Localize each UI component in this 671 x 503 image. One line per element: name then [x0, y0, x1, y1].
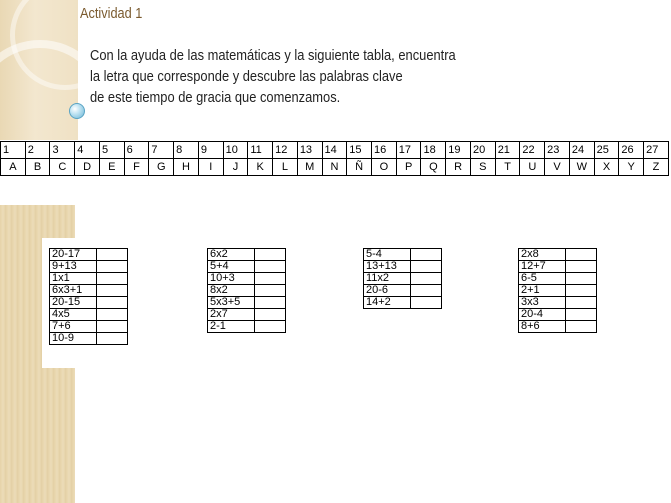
number-cell: 9: [198, 142, 223, 159]
answer-cell[interactable]: [97, 297, 128, 309]
letter-cell: Q: [421, 159, 446, 176]
letter-cell: S: [470, 159, 495, 176]
instruction-line: la letra que corresponde y descubre las palabras clave: [90, 68, 403, 85]
number-cell: 6: [124, 142, 149, 159]
instruction-line: de este tiempo de gracia que comenzamos.: [90, 89, 341, 106]
letter-cell: M: [297, 159, 322, 176]
exercise-row: [50, 261, 128, 273]
exercise-row: [50, 309, 128, 321]
expression-cell: 6-5: [519, 273, 566, 285]
letter-cell: A: [1, 159, 26, 176]
expression-cell: 5x3+5: [208, 297, 255, 309]
exercise-row: [50, 297, 128, 309]
expression-cell: 6x3+1: [50, 285, 97, 297]
exercise-row: [208, 249, 286, 261]
expression-cell: 10-9: [50, 333, 97, 345]
answer-cell[interactable]: [566, 309, 597, 321]
expression-cell: 2-1: [208, 321, 255, 333]
answer-cell[interactable]: [255, 273, 286, 285]
answer-cell[interactable]: [97, 261, 128, 273]
answer-cell[interactable]: [566, 321, 597, 333]
exercise-row: [519, 261, 597, 273]
number-cell: 20: [470, 142, 495, 159]
number-cell: 13: [297, 142, 322, 159]
number-cell: 12: [273, 142, 298, 159]
answer-cell[interactable]: [97, 333, 128, 345]
exercise-row: [208, 261, 286, 273]
alphabet-number-table: [0, 141, 669, 176]
exercise-row: [50, 285, 128, 297]
expression-cell: 8+6: [519, 321, 566, 333]
letter-cell: X: [594, 159, 619, 176]
number-cell: 18: [421, 142, 446, 159]
answer-cell[interactable]: [411, 273, 442, 285]
answer-cell[interactable]: [566, 285, 597, 297]
expression-cell: 3x3: [519, 297, 566, 309]
number-cell: 4: [75, 142, 100, 159]
exercise-row: [208, 297, 286, 309]
number-cell: 24: [569, 142, 594, 159]
letter-cell: E: [99, 159, 124, 176]
number-cell: 25: [594, 142, 619, 159]
exercise-row: [208, 321, 286, 333]
expression-cell: 13+13: [364, 261, 411, 273]
exercise-row: [519, 273, 597, 285]
letter-cell: I: [198, 159, 223, 176]
letter-cell: L: [273, 159, 298, 176]
number-row: [1, 142, 669, 159]
letter-cell: D: [75, 159, 100, 176]
expression-cell: 14+2: [364, 297, 411, 309]
exercise-row: [50, 321, 128, 333]
exercise-row: [519, 297, 597, 309]
number-cell: 7: [149, 142, 174, 159]
exercise-row: [364, 285, 442, 297]
answer-cell[interactable]: [255, 309, 286, 321]
expression-cell: 9+13: [50, 261, 97, 273]
expression-cell: 6x2: [208, 249, 255, 261]
exercise-table-3: [363, 248, 442, 309]
instruction-line: Con la ayuda de las matemáticas y la siguiente tabla, encuentra: [90, 47, 456, 64]
exercise-row: [208, 285, 286, 297]
answer-cell[interactable]: [411, 297, 442, 309]
answer-cell[interactable]: [255, 321, 286, 333]
letter-cell: K: [248, 159, 273, 176]
number-cell: 17: [396, 142, 421, 159]
number-cell: 2: [25, 142, 50, 159]
answer-cell[interactable]: [255, 297, 286, 309]
number-cell: 26: [619, 142, 644, 159]
expression-cell: 5-4: [364, 249, 411, 261]
exercise-row: [519, 249, 597, 261]
expression-cell: 20-6: [364, 285, 411, 297]
number-cell: 5: [99, 142, 124, 159]
answer-cell[interactable]: [97, 273, 128, 285]
expression-cell: 8x2: [208, 285, 255, 297]
answer-cell[interactable]: [566, 273, 597, 285]
decorative-bubble-icon: [69, 103, 85, 119]
number-cell: 22: [520, 142, 545, 159]
exercise-row: [208, 309, 286, 321]
number-cell: 21: [495, 142, 520, 159]
letter-cell: Ñ: [347, 159, 372, 176]
exercise-table-1: [49, 248, 128, 345]
letter-cell: H: [174, 159, 199, 176]
letter-row: [1, 159, 669, 176]
number-cell: 27: [644, 142, 669, 159]
letter-cell: P: [396, 159, 421, 176]
expression-cell: 20-15: [50, 297, 97, 309]
letter-cell: N: [322, 159, 347, 176]
letter-cell: G: [149, 159, 174, 176]
letter-cell: O: [372, 159, 397, 176]
number-cell: 19: [446, 142, 471, 159]
letter-cell: T: [495, 159, 520, 176]
expression-cell: 1x1: [50, 273, 97, 285]
expression-cell: 12+7: [519, 261, 566, 273]
answer-cell[interactable]: [255, 249, 286, 261]
letter-cell: V: [545, 159, 570, 176]
exercise-row: [364, 273, 442, 285]
exercise-row: [519, 321, 597, 333]
expression-cell: 7+6: [50, 321, 97, 333]
letter-cell: R: [446, 159, 471, 176]
letter-cell: W: [569, 159, 594, 176]
answer-cell[interactable]: [97, 249, 128, 261]
exercise-table-4: [518, 248, 597, 333]
number-cell: 10: [223, 142, 248, 159]
answer-cell[interactable]: [411, 261, 442, 273]
exercise-row: [208, 273, 286, 285]
number-cell: 23: [545, 142, 570, 159]
number-cell: 1: [1, 142, 26, 159]
answer-cell[interactable]: [97, 285, 128, 297]
exercise-row: [364, 261, 442, 273]
exercise-row: [519, 309, 597, 321]
exercise-row: [50, 333, 128, 345]
letter-cell: B: [25, 159, 50, 176]
exercise-row: [519, 285, 597, 297]
number-cell: 15: [347, 142, 372, 159]
letter-cell: J: [223, 159, 248, 176]
answer-cell[interactable]: [566, 249, 597, 261]
activity-title: Actividad 1: [80, 5, 143, 22]
letter-cell: C: [50, 159, 75, 176]
number-cell: 14: [322, 142, 347, 159]
answer-cell[interactable]: [566, 261, 597, 273]
answer-cell[interactable]: [255, 285, 286, 297]
expression-cell: 5+4: [208, 261, 255, 273]
answer-cell[interactable]: [566, 297, 597, 309]
decorative-band-top: [0, 0, 78, 140]
exercise-row: [364, 249, 442, 261]
exercise-row: [50, 249, 128, 261]
number-cell: 3: [50, 142, 75, 159]
answer-cell[interactable]: [411, 249, 442, 261]
exercise-row: [50, 273, 128, 285]
answer-cell[interactable]: [97, 321, 128, 333]
instructions: [90, 45, 520, 108]
letter-cell: U: [520, 159, 545, 176]
expression-cell: 4x5: [50, 309, 97, 321]
answer-cell[interactable]: [97, 309, 128, 321]
number-cell: 8: [174, 142, 199, 159]
letter-cell: F: [124, 159, 149, 176]
expression-cell: 11x2: [364, 273, 411, 285]
letter-cell: Y: [619, 159, 644, 176]
letter-cell: Z: [644, 159, 669, 176]
expression-cell: 20-4: [519, 309, 566, 321]
expression-cell: 2x8: [519, 249, 566, 261]
expression-cell: 2+1: [519, 285, 566, 297]
exercise-table-2: [207, 248, 286, 333]
expression-cell: 10+3: [208, 273, 255, 285]
exercise-row: [364, 297, 442, 309]
number-cell: 11: [248, 142, 273, 159]
answer-cell[interactable]: [255, 261, 286, 273]
expression-cell: 2x7: [208, 309, 255, 321]
answer-cell[interactable]: [411, 285, 442, 297]
expression-cell: 20-17: [50, 249, 97, 261]
number-cell: 16: [372, 142, 397, 159]
